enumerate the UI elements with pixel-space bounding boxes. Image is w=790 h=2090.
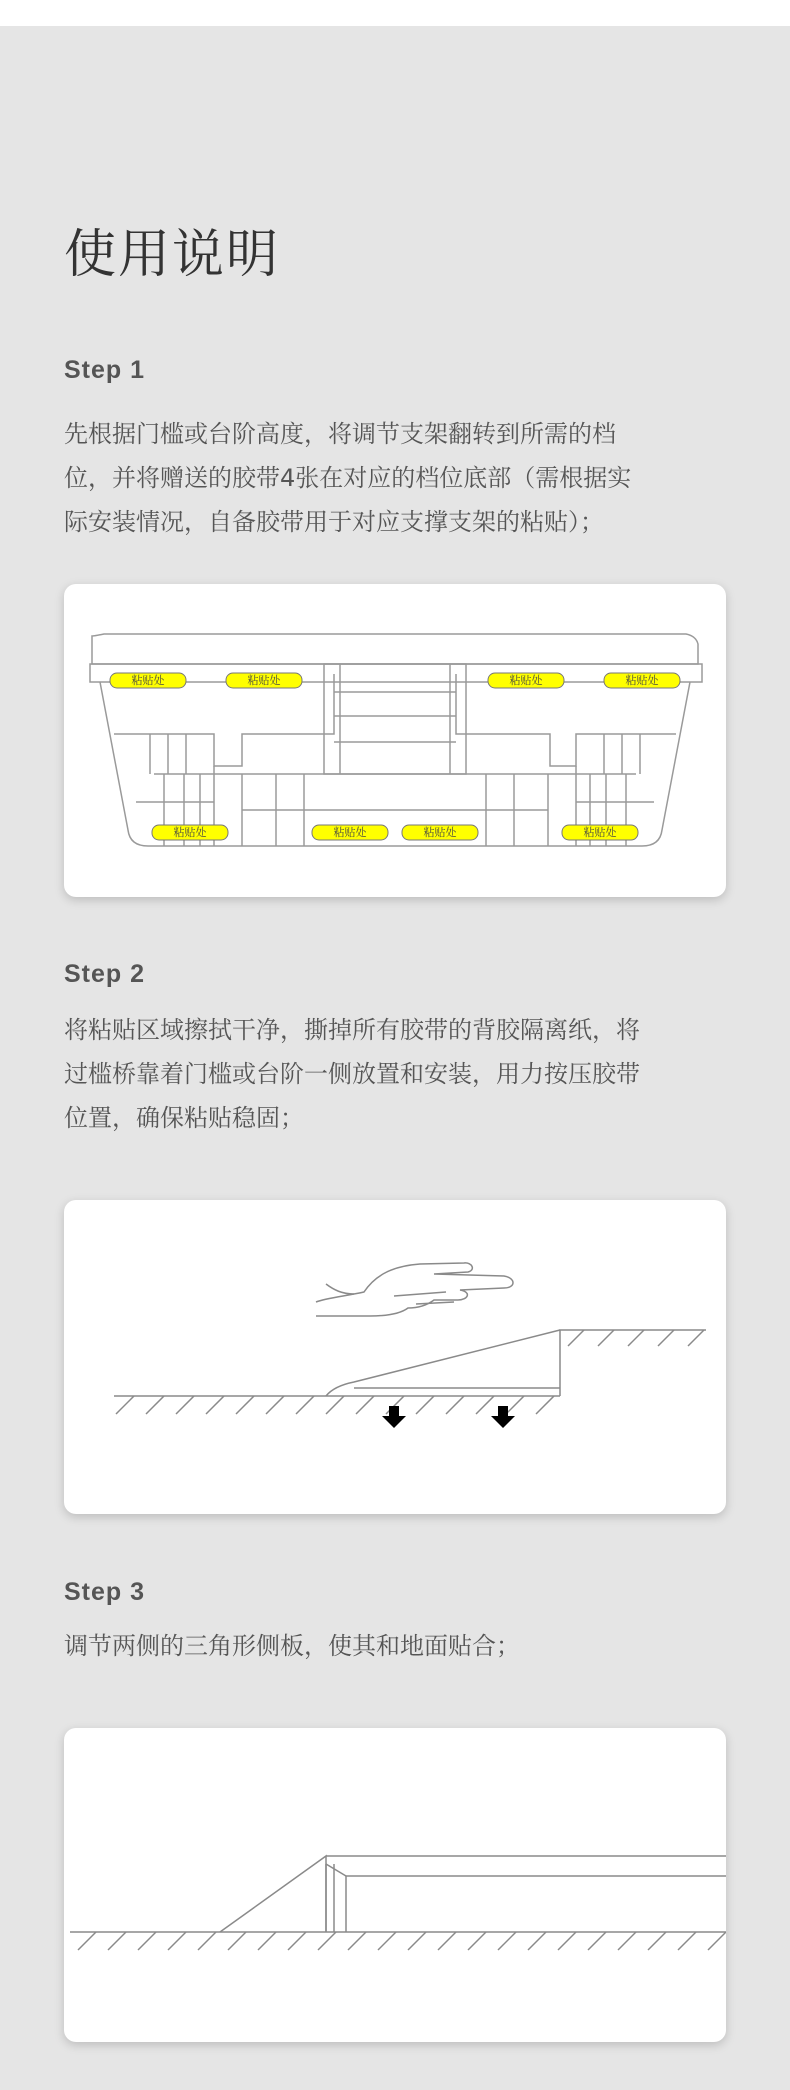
step-3-text	[64, 1624, 734, 1668]
svg-text:粘贴处: 粘贴处	[625, 674, 659, 687]
press-arrows	[382, 1406, 515, 1428]
step-3-title: Step 3	[64, 1578, 146, 1606]
page-title: 使用说明	[64, 225, 281, 285]
svg-text:粘贴处: 粘贴处	[247, 674, 281, 687]
adhesive-pad	[152, 825, 228, 840]
step-2-diagram-card	[64, 1200, 726, 1514]
down-arrow-icon	[382, 1406, 406, 1428]
step-1-title: Step 1	[64, 356, 146, 384]
step-2-line-3: 位置，确保粘贴稳固；	[64, 1104, 304, 1132]
step-3-diagram-card	[64, 1728, 726, 2042]
adhesive-pad	[402, 825, 478, 840]
step-1-line-3: 际安装情况，自备胶带用于对应支撑支架的粘贴）；	[64, 508, 604, 536]
adhesive-pad	[312, 825, 388, 840]
step-1-text	[64, 412, 734, 544]
svg-text:粘贴处: 粘贴处	[333, 826, 367, 839]
step-2-title: Step 2	[64, 960, 146, 988]
adhesive-pad	[562, 825, 638, 840]
press-tape-diagram	[64, 1200, 726, 1514]
adhesive-pad	[604, 673, 680, 688]
step-1-line-2: 位，并将赠送的胶带4张在对应的档位底部（需根据实	[64, 464, 632, 492]
svg-text:粘贴处: 粘贴处	[423, 826, 457, 839]
svg-text:粘贴处: 粘贴处	[131, 674, 165, 687]
step-3-line-1: 调节两侧的三角形侧板，使其和地面贴合；	[64, 1632, 520, 1660]
step-2-text	[64, 1008, 734, 1140]
svg-text:粘贴处: 粘贴处	[173, 826, 207, 839]
ramp-underside-diagram	[64, 584, 726, 897]
top-bar	[0, 0, 790, 26]
adhesive-pads	[110, 673, 680, 840]
side-panel-diagram	[64, 1728, 726, 2042]
adhesive-pad	[488, 673, 564, 688]
adhesive-pad	[226, 673, 302, 688]
svg-text:粘贴处: 粘贴处	[583, 826, 617, 839]
step-2-line-2: 过槛桥靠着门槛或台阶一侧放置和安装，用力按压胶带	[64, 1060, 640, 1088]
step-1-line-1: 先根据门槛或台阶高度，将调节支架翻转到所需的档	[64, 420, 616, 448]
adhesive-pad	[110, 673, 186, 688]
step-2-line-1: 将粘贴区域擦拭干净，撕掉所有胶带的背胶隔离纸，将	[64, 1016, 640, 1044]
step-1-diagram-card	[64, 584, 726, 897]
svg-text:粘贴处: 粘贴处	[509, 674, 543, 687]
